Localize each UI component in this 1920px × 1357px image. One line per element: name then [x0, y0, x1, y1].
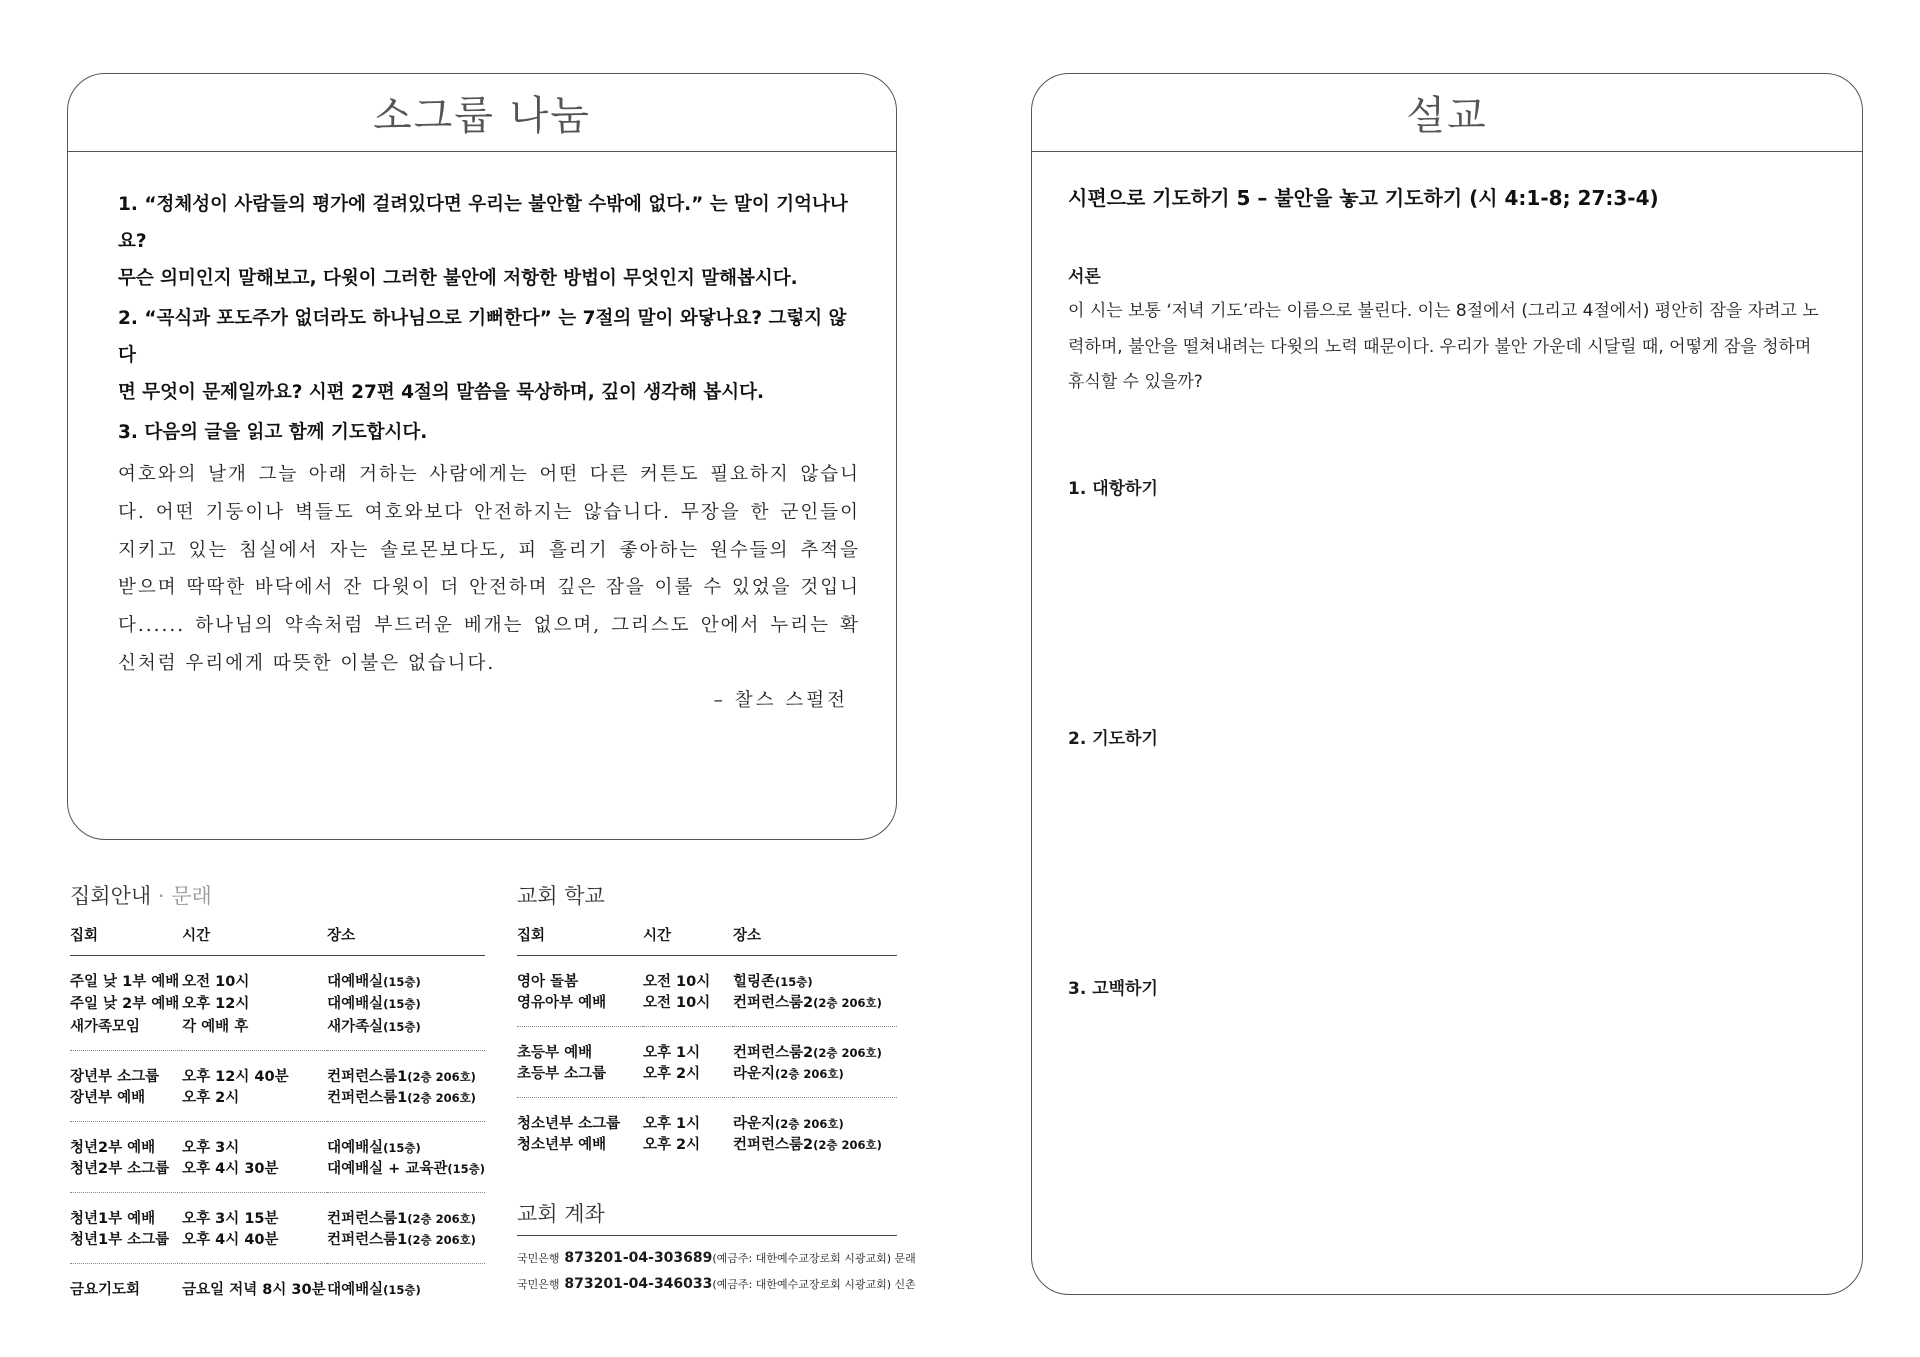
place-cell: 컨퍼런스룸2(2층 206호)	[733, 1136, 882, 1153]
sermon-panel-title: 설교	[1032, 74, 1862, 152]
quote-author: – 찰스 스펄전	[713, 690, 848, 711]
intro-text: 이 시는 보통 ‘저녁 기도’라는 이름으로 불린다. 이는 8절에서 (그리고 4절에서) 평안히 잠을 자려고 노력하며, 불안을 떨쳐내려는 다윗의 노력 때문이다. 우리가 불안 가운데 시달릴 때, 어떻게 잠을 청하며 휴식할 수 있을까?	[1068, 301, 1819, 392]
account-note: (예금주: 대한예수교장로회 시광교회) 문래	[712, 1252, 916, 1265]
place-cell: 컨퍼런스룸1(2층 206호)	[327, 1228, 485, 1264]
event-cell: 장년부 예배	[70, 1086, 182, 1122]
time-cell: 오후 12시	[182, 996, 250, 1012]
event-cell: 영아 돌봄	[517, 973, 579, 990]
time-cell: 각 예배 후	[182, 1015, 327, 1051]
table-row	[70, 1157, 485, 1193]
question-1-line-1: 1. “정체성이 사람들의 평가에 걸려있다면 우리는 불안할 수밖에 없다.” 는 말이 기억나나요?	[118, 194, 848, 252]
sermon-point-2: 2. 기도하기	[1068, 729, 1158, 749]
place-cell: 대예배실(15층)	[327, 973, 421, 990]
event-cell: 영유아부 예배	[517, 991, 643, 1027]
meetings-header-place: 장소	[327, 915, 485, 955]
place-cell: 라운지(2층 206호)	[733, 1115, 844, 1132]
school-header-row	[517, 915, 897, 955]
school-table	[517, 915, 897, 1168]
place-cell: 컨퍼런스룸1(2층 206호)	[327, 1210, 476, 1227]
table-row	[70, 991, 485, 1015]
sermon-point-3: 3. 고백하기	[1068, 979, 1158, 999]
table-row	[70, 1192, 485, 1228]
small-group-panel	[67, 73, 897, 840]
table-row	[70, 1086, 485, 1122]
table-row	[70, 1050, 485, 1086]
question-1	[118, 186, 858, 297]
place-cell: 대예배실(15층)	[327, 1139, 421, 1156]
time-cell: 오후 2시	[182, 1086, 327, 1122]
event-cell: 청소년부 소그룹	[517, 1115, 621, 1132]
account-number: 873201-04-303689	[564, 1250, 713, 1266]
event-cell: 주일 낮 1부 예배	[70, 973, 180, 990]
event-cell: 청년2부 소그룹	[70, 1157, 182, 1193]
table-row	[517, 1026, 897, 1062]
time-cell: 오전 10시	[643, 973, 711, 990]
event-cell: 장년부 소그룹	[70, 1068, 160, 1085]
prayer-quote: 여호와의 날개 그늘 아래 거하는 사람에게는 어떤 다른 커튼도 필요하지 않습니다. 어떤 기둥이나 벽들도 여호와보다 안전하지는 않습니다. 무장을 한 군인들이 지키고 있는 침실에서 자는 솔로몬보다도, 피 흘리기 좋아하는 원수들의 추적을 받으며 딱딱한 바닥에서 잔 다윗이 더 안전하며 깊은 잠을 이룰 수 있었을 것입니다...... 하나님의 약속처럼 부드러운 베개는 없으며, 그리스도 안에서 누리는 확신처럼 우리에게 따뜻한 이불은 없습니다.	[118, 464, 860, 674]
event-cell: 청년1부 소그룹	[70, 1228, 182, 1264]
place-cell: 컨퍼런스룸1(2층 206호)	[327, 1068, 476, 1085]
time-cell: 오후 3시	[182, 1139, 240, 1156]
time-cell: 오후 1시	[643, 1044, 701, 1061]
account-bank: 국민은행	[517, 1252, 560, 1265]
question-1-line-2: 무슨 의미인지 말해보고, 다윗이 그러한 불안에 저항한 방법이 무엇인지 말해봅시다.	[118, 268, 798, 289]
time-cell: 금요일 저녁 8시 30분	[182, 1281, 326, 1298]
school-header-time: 시간	[643, 915, 733, 955]
event-cell: 초등부 예배	[517, 1044, 593, 1061]
time-cell: 오후 1시	[643, 1115, 701, 1132]
place-cell: 새가족실(15층)	[327, 1015, 485, 1051]
time-cell: 오후 12시 40분	[182, 1068, 289, 1085]
event-cell: 초등부 소그룹	[517, 1062, 643, 1098]
place-cell: 대예배실(15층)	[327, 1281, 421, 1298]
event-cell: 청년2부 예배	[70, 1139, 156, 1156]
place-cell: 대예배실(15층)	[327, 996, 421, 1012]
question-3: 3. 다음의 글을 읽고 함께 기도합시다.	[118, 422, 428, 443]
account-line-1	[517, 1250, 916, 1266]
place-cell: 힐링존(15층)	[733, 973, 813, 990]
place-cell: 컨퍼런스룸2(2층 206호)	[733, 1044, 882, 1061]
meetings-title	[70, 880, 212, 910]
time-cell: 오전 10시	[182, 973, 250, 990]
meetings-title-sep: ·	[151, 884, 172, 908]
sermon-point-1: 1. 대항하기	[1068, 479, 1158, 499]
time-cell: 오후 4시 30분	[182, 1157, 327, 1193]
small-group-title: 소그룹 나눔	[68, 74, 896, 152]
table-row	[70, 1263, 485, 1299]
meetings-header-row	[70, 915, 485, 955]
question-2	[118, 300, 858, 411]
event-cell: 새가족모임	[70, 1015, 182, 1051]
school-title: 교회 학교	[517, 884, 605, 908]
time-cell: 오후 2시	[643, 1136, 701, 1153]
account-bank: 국민은행	[517, 1278, 560, 1291]
sermon-panel	[1031, 73, 1863, 1295]
sermon-title: 시편으로 기도하기 5 – 불안을 놓고 기도하기 (시 4:1-8; 27:3-4)	[1068, 186, 1659, 210]
accounts-divider	[517, 1235, 897, 1236]
event-cell: 금요기도회	[70, 1281, 141, 1298]
time-cell: 오전 10시	[643, 991, 733, 1027]
question-2-line-1: 2. “곡식과 포도주가 없더라도 하나님으로 기뻐한다” 는 7절의 말이 와닿나요? 그렇지 않다	[118, 308, 847, 366]
meetings-title-sub: 문래	[171, 884, 212, 908]
meetings-header-event: 집회	[70, 915, 182, 955]
time-cell: 오후 4시 40분	[182, 1228, 327, 1264]
table-row	[70, 1121, 485, 1157]
table-row	[70, 955, 485, 991]
account-note: (예금주: 대한예수교장로회 시광교회) 신촌	[712, 1278, 916, 1291]
table-row	[70, 1015, 485, 1051]
time-cell: 오후 2시	[643, 1062, 733, 1098]
place-cell: 컨퍼런스룸1(2층 206호)	[327, 1086, 485, 1122]
table-row	[517, 1097, 897, 1133]
meetings-title-main: 집회안내	[70, 884, 152, 908]
time-cell: 오후 3시 15분	[182, 1210, 279, 1227]
place-cell: 컨퍼런스룸2(2층 206호)	[733, 991, 897, 1027]
event-cell: 주일 낮 2부 예배	[70, 996, 180, 1012]
table-row	[517, 955, 897, 991]
account-number: 873201-04-346033	[564, 1276, 713, 1292]
question-2-line-2: 면 무엇이 문제일까요? 시편 27편 4절의 말씀을 묵상하며, 깊이 생각해 봅시다.	[118, 382, 765, 403]
meetings-table	[70, 915, 485, 1299]
table-row	[70, 1228, 485, 1264]
intro-label: 서론	[1068, 267, 1101, 287]
meetings-header-time: 시간	[182, 915, 327, 955]
account-line-2	[517, 1276, 916, 1292]
event-cell: 청년1부 예배	[70, 1210, 156, 1227]
table-row	[517, 991, 897, 1027]
table-row	[517, 1062, 897, 1098]
table-row	[517, 1133, 897, 1168]
event-cell: 청소년부 예배	[517, 1136, 607, 1153]
place-cell: 대예배실 + 교육관(15층)	[327, 1157, 485, 1193]
accounts-title: 교회 계좌	[517, 1202, 605, 1226]
school-header-place: 장소	[733, 915, 897, 955]
place-cell: 라운지(2층 206호)	[733, 1062, 897, 1098]
school-header-event: 집회	[517, 915, 643, 955]
